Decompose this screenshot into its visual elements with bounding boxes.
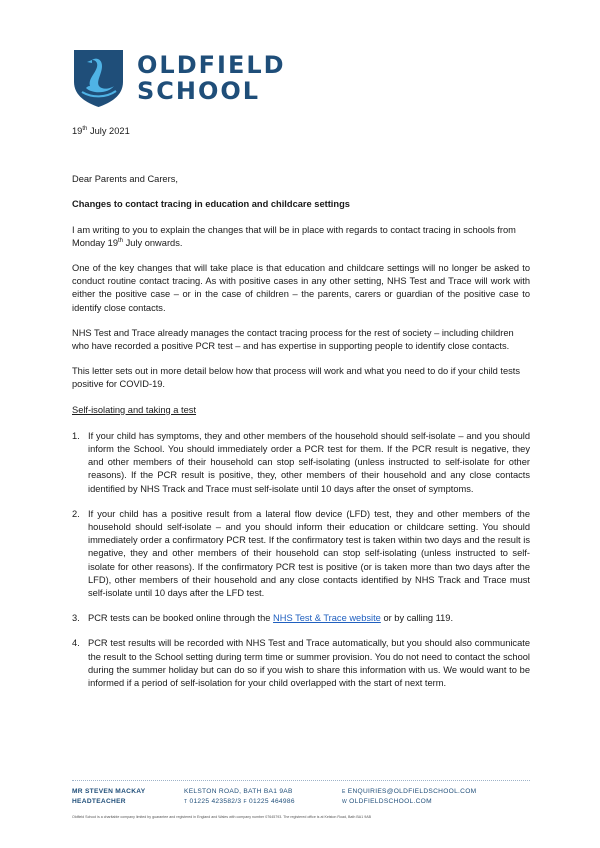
letter-body — [72, 125, 530, 702]
list-item-text: PCR test results will be recorded with NHS Test and Trace automatically, but you should also communicate the result to the School setting during term time or summer provision. You do not need to contact the school during the summer holiday but can do so if you wish to share this information with us. We would want to be informed if a period of self-isolation for your child overlapped with the start of next term. — [88, 638, 530, 689]
list-item — [72, 430, 530, 496]
list-item — [72, 508, 530, 600]
website-label: W — [342, 799, 348, 805]
headteacher-name: MR STEVEN MACKAY — [72, 788, 146, 795]
list-item — [72, 637, 530, 690]
list-item-text: If your child has a positive result from a lateral flow device (LFD) test, they and other members of the household should self-isolate – and you should inform their education or childcare setting. You should immediately order a confirmatory PCR test. If the confirmatory test is taken within two days and the result is negative, they and other members of their household can stop self-isolating (unless instructed to self-isolate for other reasons). If the confirmatory PCR test is positive (or is taken more than two days after the LFD), other members of their household and any close contacts identified by NHS Track and Trace must self-isolate until 10 days after the LFD test. — [88, 508, 530, 599]
instruction-list — [72, 430, 530, 690]
phone-value: 01225 423582/3 — [189, 798, 242, 805]
fax-value: 01225 464986 — [249, 798, 295, 805]
headteacher-title: HEADTEACHER — [72, 798, 126, 805]
letter-footer — [72, 780, 530, 819]
list-item-text-before: PCR tests can be booked online through the — [88, 613, 274, 624]
school-website — [342, 797, 530, 807]
list-item-number: 1. — [72, 430, 80, 441]
paragraph-nhs: NHS Test and Trace already manages the contact tracing process for the rest of society – including children who have recorded a positive PCR test – and has expertise in supporting people to identify close contacts. — [72, 327, 514, 352]
date-day: 19 — [72, 126, 83, 136]
legal-notice: Oldfield School is a charitable company limited by guarantee and registered in England and Wales with company number 07645793. The registered office is at Kelston Road, Bath BA1 9AB — [72, 815, 371, 819]
email-label: E — [342, 789, 346, 795]
list-item-text: If your child has symptoms, they and other members of the household should self-isolate – and you should inform the School. You should immediately order a PCR test for them. If the PCR result is negative, they and other members of their household can stop self-isolating (unless instructed to self-isolate for other reasons). If the PCR result is positive, they, other members of their household and any close contacts identified by NHS Track and Trace must self-isolate until 10 days after the onset of symptoms. — [88, 430, 530, 494]
list-item — [72, 612, 530, 625]
paragraph-details: This letter sets out in more detail below how that process will work and what you need to do if your child tests positive for COVID-19. — [72, 366, 521, 390]
website-value: OLDFIELDSCHOOL.COM — [349, 798, 432, 805]
letter-date — [72, 125, 530, 138]
email-value: ENQUIRIES@OLDFIELDSCHOOL.COM — [347, 788, 477, 795]
school-name — [137, 52, 286, 104]
footer-row-2 — [72, 797, 530, 807]
swan-shield-icon — [72, 48, 125, 108]
fax-label: F — [243, 799, 247, 805]
list-item-number: 3. — [72, 613, 80, 624]
footer-row-1 — [72, 787, 530, 797]
list-item-text-after: or by calling 119. — [380, 613, 454, 624]
date-suffix: th — [82, 126, 88, 132]
salutation: Dear Parents and Carers, — [72, 174, 178, 185]
letter-heading: Changes to contact tracing in education and childcare settings — [72, 199, 350, 210]
nhs-test-trace-link[interactable]: NHS Test & Trace website — [273, 613, 381, 624]
paragraph-contact-tracing: One of the key changes that will take place is that education and childcare settings will no longer be asked to conduct routine contact tracing. As with positive cases in any other setting, NHS Test and Trace will work with either the positive case – or in the case of children – the parents, carers or guardian of the positive case to identify close contacts. — [72, 263, 530, 313]
paragraph-intro — [72, 224, 530, 250]
para1-text: I am writing to you to explain the changes that will be in place with regards to contact tracing in schools from Monday 19 — [72, 224, 516, 248]
para1-sup: th — [118, 237, 124, 244]
para1-text-end: July onwards. — [123, 237, 183, 248]
school-name-line1: OLDFIELD — [137, 51, 286, 79]
school-name-line2: SCHOOL — [137, 77, 261, 105]
school-logo — [72, 48, 286, 108]
school-email — [342, 787, 530, 797]
date-rest: July 2021 — [87, 126, 130, 136]
list-item-number: 4. — [72, 638, 80, 649]
subheading-self-isolating: Self-isolating and taking a test — [72, 404, 197, 415]
school-phones — [184, 797, 342, 807]
school-address: KELSTON ROAD, BATH BA1 9AB — [184, 788, 293, 795]
list-item-text — [88, 612, 530, 625]
phone-label: T — [184, 799, 188, 805]
list-item-number: 2. — [72, 508, 80, 519]
